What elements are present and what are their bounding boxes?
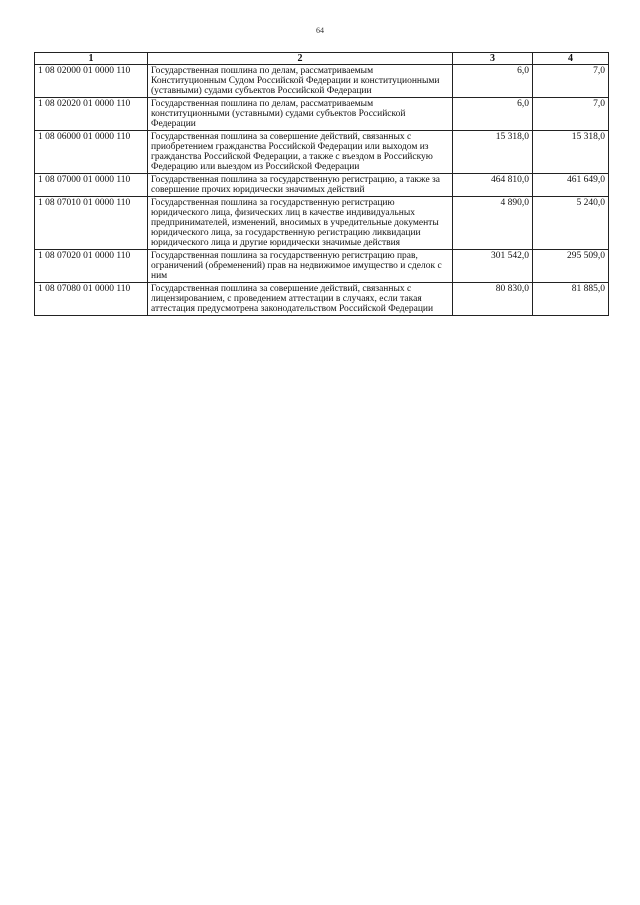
table-row	[35, 65, 609, 98]
value-col3-cell: 80 830,0	[453, 283, 533, 316]
value-col4-cell: 7,0	[533, 65, 609, 98]
column-header-1: 1	[35, 53, 148, 65]
value-col4-cell: 7,0	[533, 98, 609, 131]
table-row	[35, 131, 609, 174]
value-col3-cell: 4 890,0	[453, 197, 533, 250]
table-header-row	[35, 53, 609, 65]
budget-code-cell: 1 08 02020 01 0000 110	[35, 98, 148, 131]
table-row	[35, 98, 609, 131]
table-row	[35, 174, 609, 197]
value-col3-cell: 6,0	[453, 65, 533, 98]
budget-code-cell: 1 08 07020 01 0000 110	[35, 250, 148, 283]
revenue-table	[34, 52, 609, 316]
value-col3-cell: 15 318,0	[453, 131, 533, 174]
budget-code-cell: 1 08 02000 01 0000 110	[35, 65, 148, 98]
value-col4-cell: 295 509,0	[533, 250, 609, 283]
description-cell: Государственная пошлина по делам, рассматриваемым конституционными (уставными) судами субъектов Российской Федерации	[148, 98, 453, 131]
table-row	[35, 197, 609, 250]
value-col4-cell: 5 240,0	[533, 197, 609, 250]
column-header-2: 2	[148, 53, 453, 65]
page-number: 64	[316, 26, 324, 35]
description-cell: Государственная пошлина за совершение действий, связанных с приобретением гражданства Российской Федерации или выходом из гражданства Российской Федерации, а также с въездом в Российскую Федерацию или выездом из Российской Федерации	[148, 131, 453, 174]
description-cell: Государственная пошлина по делам, рассматриваемым Конституционным Судом Российской Федерации и конституционными (уставными) судами субъектов Российской Федерации	[148, 65, 453, 98]
column-header-4: 4	[533, 53, 609, 65]
value-col3-cell: 301 542,0	[453, 250, 533, 283]
description-cell: Государственная пошлина за государственную регистрацию прав, ограничений (обременений) прав на недвижимое имущество и сделок с ним	[148, 250, 453, 283]
budget-code-cell: 1 08 07080 01 0000 110	[35, 283, 148, 316]
budget-code-cell: 1 08 07000 01 0000 110	[35, 174, 148, 197]
table-row	[35, 283, 609, 316]
value-col3-cell: 464 810,0	[453, 174, 533, 197]
budget-code-cell: 1 08 06000 01 0000 110	[35, 131, 148, 174]
budget-code-cell: 1 08 07010 01 0000 110	[35, 197, 148, 250]
description-cell: Государственная пошлина за государственную регистрацию, а также за совершение прочих юридически значимых действий	[148, 174, 453, 197]
column-header-3: 3	[453, 53, 533, 65]
value-col4-cell: 15 318,0	[533, 131, 609, 174]
value-col4-cell: 81 885,0	[533, 283, 609, 316]
table-row	[35, 250, 609, 283]
value-col4-cell: 461 649,0	[533, 174, 609, 197]
description-cell: Государственная пошлина за совершение действий, связанных с лицензированием, с проведением аттестации в случаях, если такая аттестация предусмотрена законодательством Российской Федерации	[148, 283, 453, 316]
description-cell: Государственная пошлина за государственную регистрацию юридического лица, физических лиц в качестве индивидуальных предпринимателей, изменений, вносимых в учредительные документы юридического лица, за государственную регистрацию ликвидации юридического лица и другие юридически значимые действия	[148, 197, 453, 250]
value-col3-cell: 6,0	[453, 98, 533, 131]
